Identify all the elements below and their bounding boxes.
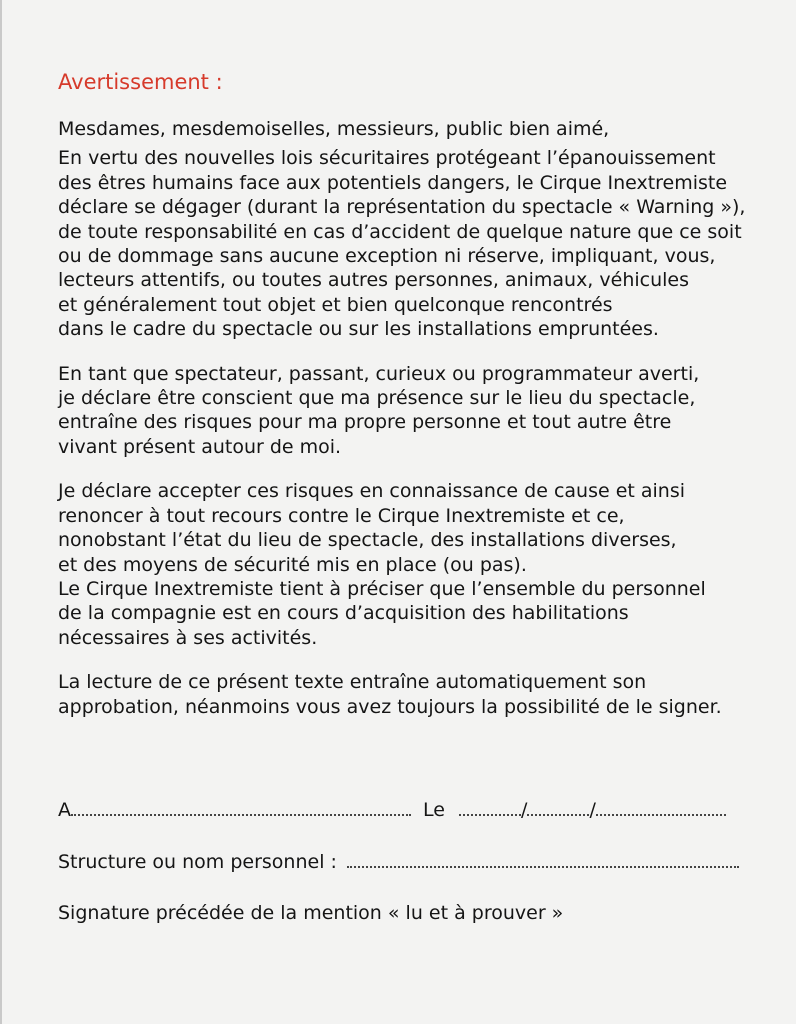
signature-label: Signature précédée de la mention « lu et à prouver » <box>58 902 564 924</box>
place-label: A <box>58 799 71 821</box>
date-separator: / <box>521 799 528 821</box>
date-label: Le <box>423 799 445 821</box>
place-field[interactable] <box>71 798 411 816</box>
place-date-line <box>58 798 726 822</box>
structure-label: Structure ou nom personnel : <box>58 851 337 873</box>
paragraph-spectator: En tant que spectateur, passant, curieux ou programmateur averti, je déclare être conscient que ma présence sur le lieu du spectacle, entraîne des risques pour ma propre personne et tout autre être vivant présent autour de moi. <box>58 362 700 458</box>
document-body <box>58 68 778 719</box>
structure-line <box>58 850 739 874</box>
date-separator: / <box>589 799 596 821</box>
date-day-field[interactable] <box>459 798 521 816</box>
structure-field[interactable] <box>347 850 739 868</box>
signature-line <box>58 901 563 925</box>
greeting: Mesdames, mesdemoiselles, messieurs, public bien aimé, <box>58 118 610 140</box>
paragraph-liability: En vertu des nouvelles lois sécuritaires protégeant l’épanouissement des êtres humains face aux potentiels dangers, le Cirque Inextremiste déclare se dégager (durant la représentation du spectacle « Warning »), de toute responsabilité en cas d’accident de quelque nature que ce soit ou de dommage sans aucune exception ni réserve, impliquant, vous, lecteurs attentifs, ou toutes autres personnes, animaux, véhicules et généralement tout objet et bien quelconque rencontrés dans le cadre du spectacle ou sur les installations empruntées. <box>58 147 746 341</box>
page-edge <box>0 0 2 1024</box>
document-title: Avertissement : <box>58 70 223 94</box>
paragraph-acceptance: Je déclare accepter ces risques en connaissance de cause et ainsi renoncer à tout recours contre le Cirque Inextremiste et ce, nonobstant l’état du lieu de spectacle, des installations diverses, et des moyens de sécurité mis en place (ou pas). Le Cirque Inextremiste tient à préciser que l’ensemble du personnel de la compagnie est en cours d’acquisition des habilitations nécessaires à ses activités. <box>58 480 706 649</box>
date-year-field[interactable] <box>596 798 726 816</box>
paragraph-approval: La lecture de ce présent texte entraîne automatiquement son approbation, néanmoins vous avez toujours la possibilité de le signer. <box>58 671 722 718</box>
date-month-field[interactable] <box>527 798 589 816</box>
